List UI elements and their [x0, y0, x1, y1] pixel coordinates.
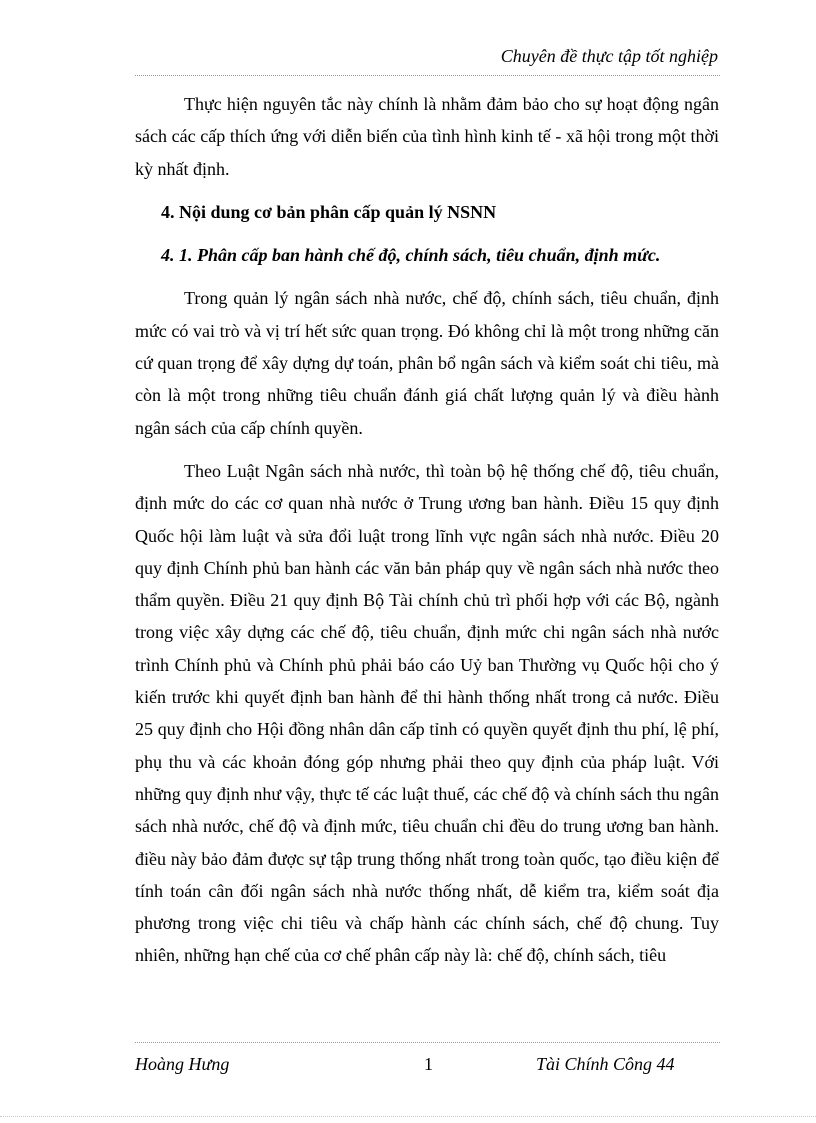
footer-class-name: Tài Chính Công 44	[536, 1054, 675, 1074]
paragraph-3: Theo Luật Ngân sách nhà nước, thì toàn bộ hệ thống chế độ, tiêu chuẩn, định mức do các cơ quan nhà nước ở Trung ương ban hành. Điều 15 quy định Quốc hội làm luật và sửa đổi luật trong lĩnh vực ngân sách nhà nước. Điều 20 quy định Chính phủ ban hành các văn bản pháp quy về ngân sách nhà nước theo thẩm quyền. Điều 21 quy định Bộ Tài chính chủ trì phối hợp với các Bộ, ngành trong việc xây dựng các chế độ, tiêu chuẩn, định mức chi ngân sách nhà nước trình Chính phủ và Chính phủ phải báo cáo Uỷ ban Thường vụ Quốc hội cho ý kiến trước khi quyết định ban hành để thi hành thống nhất trong cả nước. Điều 25 quy định cho Hội đồng nhân dân cấp tỉnh có quyền quyết định thu phí, lệ phí, phụ thu và các khoản đóng góp nhưng phải theo quy định của pháp luật. Với những quy định như vậy, thực tế các luật thuế, các chế độ và chính sách thu ngân sách nhà nước, chế độ và định mức, tiêu chuẩn chi đều do trung ương ban hành. điều này bảo đảm được sự tập trung thống nhất trong toàn quốc, tạo điều kiện để tính toán cân đối ngân sách nhà nước thống nhất, dễ kiểm tra, kiểm soát địa phương trong việc chi tiêu và chấp hành các chính sách, chế độ chung. Tuy nhiên, những hạn chế của cơ chế phân cấp này là: chế độ, chính sách, tiêu	[135, 460, 719, 966]
footer-author: Hoàng Hưng	[135, 1054, 230, 1074]
page-bottom-edge	[0, 1116, 816, 1117]
paragraph-2: Trong quản lý ngân sách nhà nước, chế độ, chính sách, tiêu chuẩn, định mức có vai trò và vị trí hết sức quan trọng. Đó không chỉ là một trong những căn cứ quan trọng để xây dựng dự toán, phân bổ ngân sách và kiểm soát chi tiêu, mà còn là một trong những tiêu chuẩn đánh giá chất lượng quản lý và điều hành ngân sách của cấp chính quyền.	[135, 288, 719, 438]
running-header: Chuyên đề thực tập tốt nghiệp	[500, 46, 718, 66]
subsection-heading-4-1: 4. 1. Phân cấp ban hành chế độ, chính sách, tiêu chuẩn, định mức.	[161, 245, 661, 266]
paragraph-1: Thực hiện nguyên tắc này chính là nhằm đảm bảo cho sự hoạt động ngân sách các cấp thích ứng với diễn biến của tình hình kinh tế - xã hội trong một thời kỳ nhất định.	[135, 94, 719, 179]
header-divider	[135, 75, 720, 76]
page-body	[135, 88, 719, 972]
page-number: 1	[424, 1054, 433, 1074]
section-heading-4: 4. Nội dung cơ bản phân cấp quản lý NSNN	[161, 201, 497, 222]
footer-divider	[135, 1042, 720, 1043]
